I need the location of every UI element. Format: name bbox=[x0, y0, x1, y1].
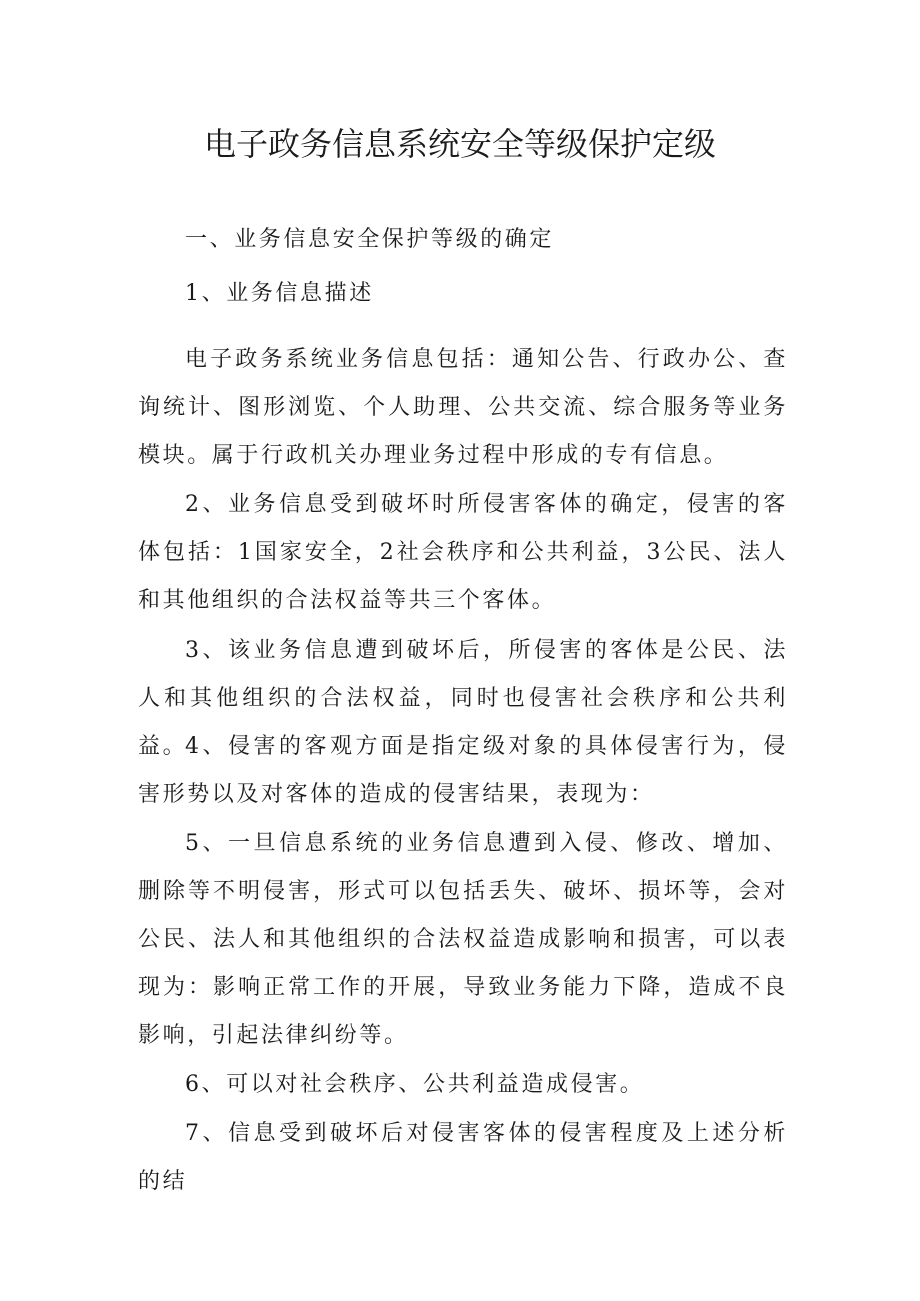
paragraph: 4、侵害的客观方面是指定级对象的具体侵害行为，侵害形势以及对客体的造成的侵害结果，表现为： bbox=[138, 734, 788, 807]
paragraph: 7、信息受到破坏后对侵害客体的侵害程度及上述分析的结 bbox=[138, 1121, 788, 1194]
paragraph: 6、可以对社会秩序、公共利益造成侵害。 bbox=[185, 1072, 645, 1097]
document-title: 电子政务信息系统安全等级保护定级 bbox=[203, 125, 716, 163]
subheading: 1、业务信息描述 bbox=[185, 281, 374, 306]
paragraph: 2、业务信息受到破坏时所侵害客体的确定，侵害的客体包括：1国家安全，2社会秩序和公共利益，3公民、法人和其他组织的合法权益等共三个客体。 bbox=[138, 492, 788, 613]
paragraph: 5、一旦信息系统的业务信息遭到入侵、修改、增加、删除等不明侵害，形式可以包括丢失、破坏、损坏等，会对公民、法人和其他组织的合法权益造成影响和损害，可以表现为：影响正常工作的开展，导致业务能力下降，造成不良影响，引起法律纠纷等。 bbox=[138, 831, 788, 1048]
section-heading: 一、业务信息安全保护等级的确定 bbox=[185, 227, 555, 252]
paragraph: 电子政务系统业务信息包括：通知公告、行政办公、查询统计、图形浏览、个人助理、公共交流、综合服务等业务模块。属于行政机关办理业务过程中形成的专有信息。 bbox=[138, 347, 788, 468]
paragraph: 3、该业务信息遭到破坏后，所侵害的客体是公民、法人和其他组织的合法权益，同时也侵害社会秩序和公共利益。 bbox=[138, 638, 788, 759]
